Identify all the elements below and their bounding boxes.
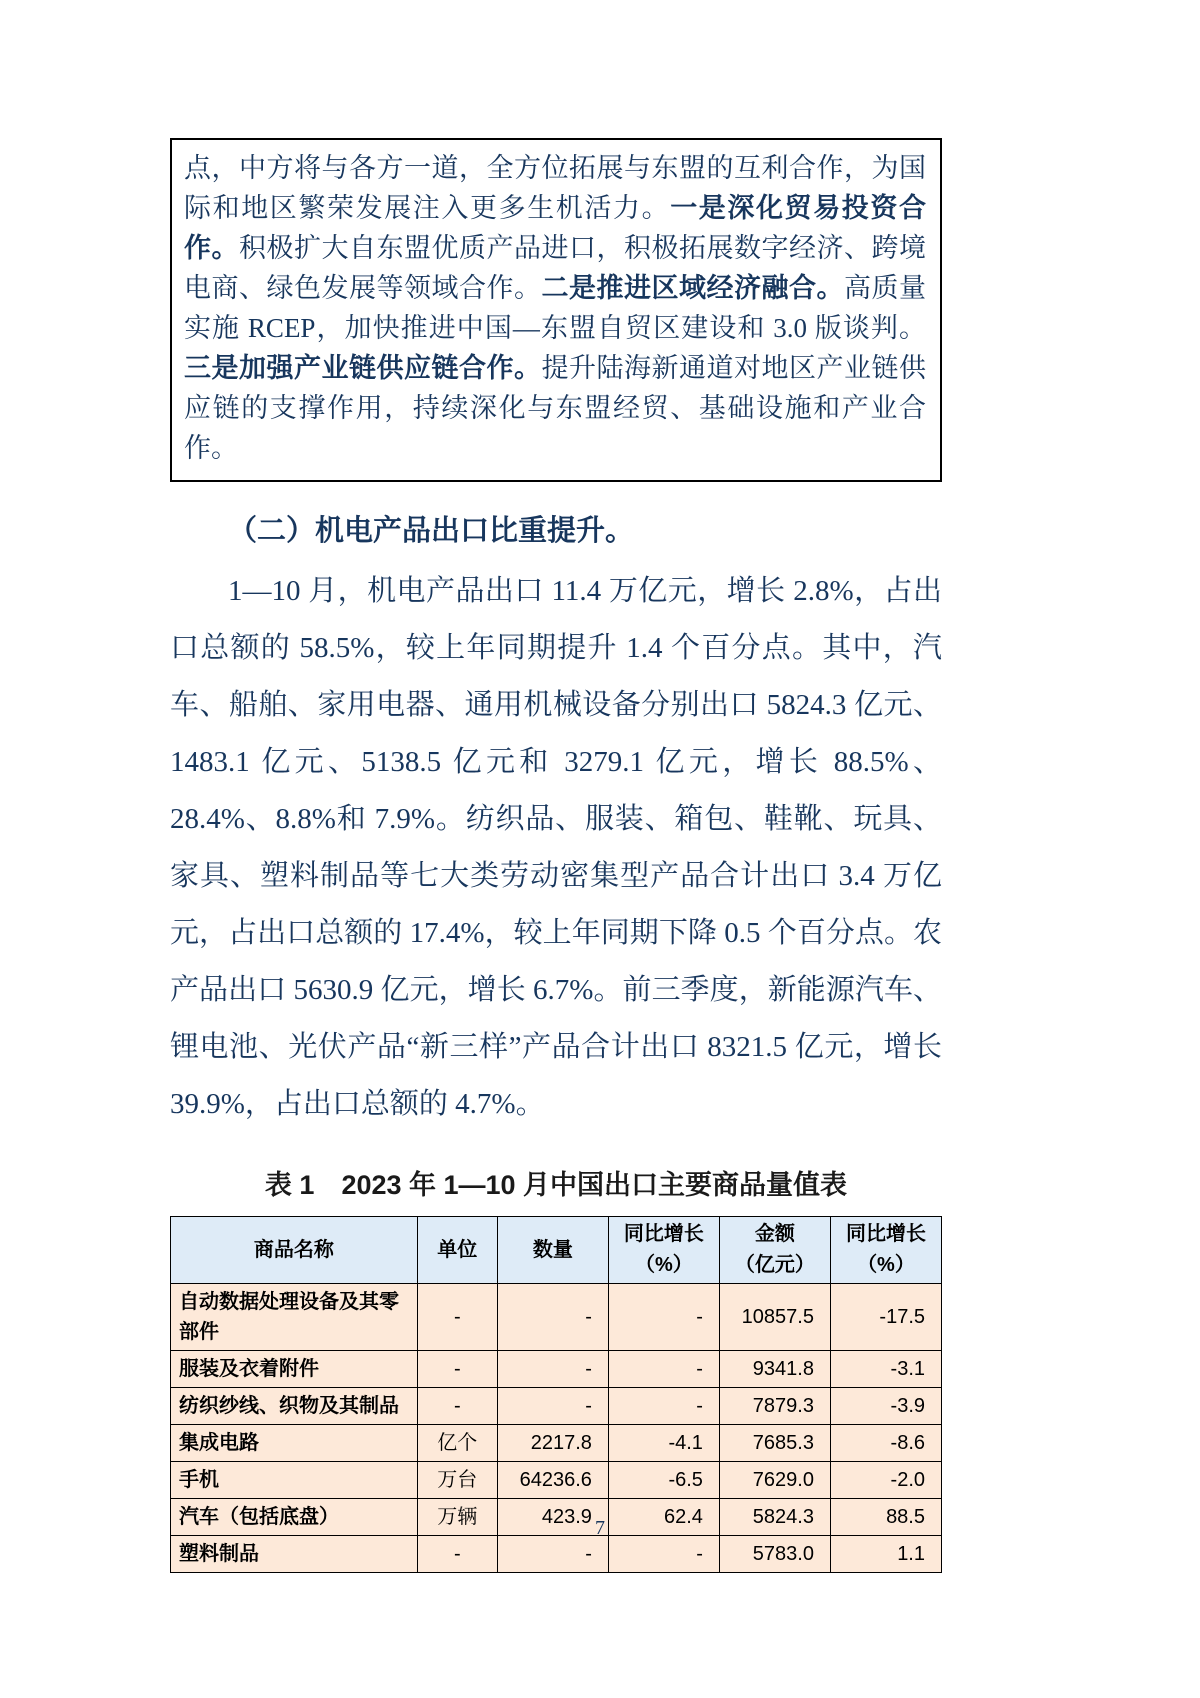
table-header-cell: 同比增长 （%） — [830, 1217, 941, 1284]
body-paragraph: 1—10 月，机电产品出口 11.4 万亿元，增长 2.8%，占出口总额的 58.5%，较上年同期提升 1.4 个百分点。其中，汽车、船舶、家用电器、通用机械设备分别出口 5824.3 亿元、1483.1 亿元、5138.5 亿元和 3279.1 亿元，增长 88.5%、28.4%、8.8%和 7.9%。纺织品、服装、箱包、鞋靴、玩具、家具、塑料制品等七大类劳动密集型产品合计出口 3.4 万亿元，占出口总额的 17.4%，较上年同期下降 0.5 个百分点。农产品出口 5630.9 亿元，增长 6.7%。前三季度，新能源汽车、锂电池、光伏产品“新三样”产品合计出口 8321.5 亿元，增长 39.9%，占出口总额的 4.7%。 — [170, 575, 942, 1120]
callout-bold-phrase: 二是推进区域经济融合。 — [541, 273, 844, 303]
table-cell: 亿个 — [417, 1425, 497, 1462]
callout-segment: 积极扩大自东盟优质产品进口，积极拓展数字经济、跨境电商、绿色发展等领域合作。 — [184, 233, 926, 303]
table-cell: -17.5 — [830, 1284, 941, 1351]
table-cell: 5824.3 — [719, 1499, 830, 1536]
table-header-row — [171, 1217, 942, 1284]
table-cell: 64236.6 — [497, 1462, 608, 1499]
table-row — [171, 1536, 942, 1573]
table-cell: -2.0 — [830, 1462, 941, 1499]
table-cell: - — [497, 1284, 608, 1351]
table-cell: - — [497, 1388, 608, 1425]
table-cell: 5783.0 — [719, 1536, 830, 1573]
table-cell: 服装及衣着附件 — [171, 1351, 418, 1388]
table-cell: 62.4 — [608, 1499, 719, 1536]
callout-segment: 提升陆海新通道对地区产业链供应链的支撑作用，持续深化与东盟经贸、基础设施和产业合作。 — [184, 353, 926, 463]
table-header-cell: 同比增长 （%） — [608, 1217, 719, 1284]
table-row — [171, 1462, 942, 1499]
table-cell: 手机 — [171, 1462, 418, 1499]
table-row — [171, 1388, 942, 1425]
table-title: 表 1 2023 年 1—10 月中国出口主要商品量值表 — [264, 1170, 848, 1200]
page-number: 7 — [595, 1517, 605, 1539]
table-cell: - — [608, 1536, 719, 1573]
table-cell: -3.1 — [830, 1351, 941, 1388]
table-cell: 7629.0 — [719, 1462, 830, 1499]
table-header-cell: 商品名称 — [171, 1217, 418, 1284]
callout-text — [184, 153, 926, 463]
table-row — [171, 1284, 942, 1351]
table-cell: 10857.5 — [719, 1284, 830, 1351]
section-heading: （二）机电产品出口比重提升。 — [228, 515, 635, 547]
table-cell: - — [417, 1351, 497, 1388]
table-cell: -3.9 — [830, 1388, 941, 1425]
table-cell: - — [497, 1536, 608, 1573]
table-row — [171, 1425, 942, 1462]
table-cell: 9341.8 — [719, 1351, 830, 1388]
table-cell: 集成电路 — [171, 1425, 418, 1462]
table-header-cell: 数量 — [497, 1217, 608, 1284]
table-head — [171, 1217, 942, 1284]
table-cell: - — [608, 1351, 719, 1388]
table-header-cell: 单位 — [417, 1217, 497, 1284]
table-cell: 2217.8 — [497, 1425, 608, 1462]
table-cell: 自动数据处理设备及其零部件 — [171, 1284, 418, 1351]
table-row — [171, 1351, 942, 1388]
table-cell: -6.5 — [608, 1462, 719, 1499]
table-cell: - — [608, 1284, 719, 1351]
table-cell: 7685.3 — [719, 1425, 830, 1462]
callout-bold-phrase: 一是深化贸易投资合作。 — [184, 193, 927, 263]
table-cell: - — [608, 1388, 719, 1425]
table-cell: - — [497, 1351, 608, 1388]
callout-segment: 高质量实施 RCEP，加快推进中国—东盟自贸区建设和 3.0 版谈判。 — [184, 273, 926, 343]
table-cell: - — [417, 1284, 497, 1351]
table-cell: 万辆 — [417, 1499, 497, 1536]
page-content — [170, 138, 942, 1573]
table-cell: 7879.3 — [719, 1388, 830, 1425]
table-cell: - — [417, 1536, 497, 1573]
table-cell: 88.5 — [830, 1499, 941, 1536]
table-cell: 1.1 — [830, 1536, 941, 1573]
table-cell: 纺织纱线、织物及其制品 — [171, 1388, 418, 1425]
table-cell: 汽车（包括底盘） — [171, 1499, 418, 1536]
table-cell: - — [417, 1388, 497, 1425]
table-cell: -4.1 — [608, 1425, 719, 1462]
callout-segment: 点，中方将与各方一道，全方位拓展与东盟的互利合作，为国际和地区繁荣发展注入更多生机活力。 — [184, 153, 926, 223]
table-cell: 423.9 — [497, 1499, 608, 1536]
table-cell: 万台 — [417, 1462, 497, 1499]
highlight-box — [170, 138, 942, 482]
callout-bold-phrase: 三是加强产业链供应链合作。 — [184, 353, 542, 383]
table-cell: 塑料制品 — [171, 1536, 418, 1573]
table-cell: -8.6 — [830, 1425, 941, 1462]
table-header-cell: 金额 （亿元） — [719, 1217, 830, 1284]
